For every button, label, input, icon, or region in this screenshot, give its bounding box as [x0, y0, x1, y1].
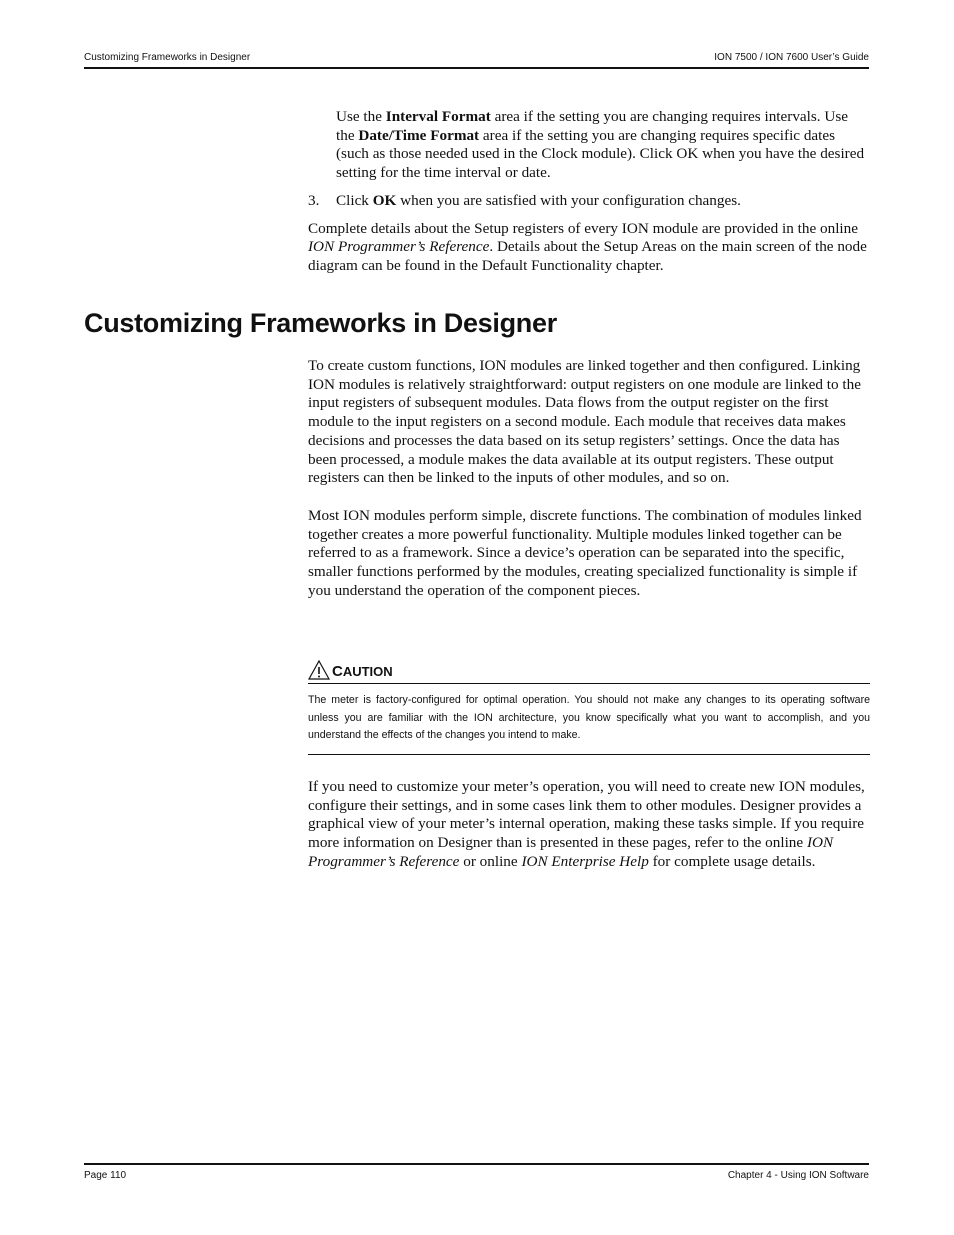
page-number: Page 110	[84, 1170, 127, 1181]
paragraph-custom-functions: To create custom functions, ION modules are linked together and then configured. Linking ION modules is relatively straightforward: output registers on one module are linked to the input registers of subsequent modules. Data flows from the output register on the first module to the input registers on a second module. Each module that receives data makes decisions and processes the data based on its setup registers’ settings. Once the data has been processed, a module makes the data available at its output registers. These output registers can then be linked to the inputs of other modules, and so on.	[308, 357, 861, 487]
page-header	[84, 52, 869, 69]
warning-triangle-icon	[308, 660, 330, 680]
customize-paragraph-block	[308, 778, 870, 872]
section-intro	[308, 357, 870, 600]
header-guide-title: ION 7500 / ION 7600 User’s Guide	[714, 52, 869, 63]
paragraph-frameworks: Most ION modules perform simple, discrete functions. The combination of modules linked together creates a more powerful functionality. Multiple modules linked together can be referred to as a framework. Since a device’s operation can be separated into the specific, smaller functions performed by the modules, creating specialized functionality is simple if you understand the operation of the component pieces.	[308, 506, 862, 599]
paragraph-customize: If you need to customize your meter’s operation, you will need to create new ION modules, configure their settings, and in some cases link them to other modules. Designer provides a graphical view of your meter’s internal operation, making these tasks simple. If you require more information on Designer than is presented in these pages, refer to the online ION Programmer’s Reference or online ION Enterprise Help for complete usage details.	[308, 778, 865, 870]
section-heading: Customizing Frameworks in Designer	[84, 308, 557, 338]
caution-text: The meter is factory-configured for optimal operation. You should not make any changes to its operating software unless you are familiar with the ION architecture, you know specifically what you want to accomplish, and you understand the effects of the changes you intend to make.	[308, 692, 870, 755]
interval-format-paragraph: Use the Interval Format area if the setting you are changing requires intervals. Use the Date/Time Format area if the setting you are changing requires specific dates (such as those needed used in the Clock module). Click OK when you have the desired setting for the time interval or date.	[336, 108, 865, 182]
page-footer	[84, 1163, 869, 1181]
setup-registers-paragraph: Complete details about the Setup registers of every ION module are provided in the online ION Programmer’s Reference. Details about the Setup Areas on the main screen of the node diagram can be found in the Default Functionality chapter.	[308, 219, 867, 274]
step-3	[308, 192, 870, 211]
top-block	[308, 108, 870, 276]
step-text: Click OK when you are satisfied with your configuration changes.	[336, 191, 741, 209]
step-number: 3.	[308, 191, 320, 209]
caution-heading	[308, 660, 870, 684]
header-section-title: Customizing Frameworks in Designer	[84, 52, 251, 63]
caution-label: CAUTION	[332, 663, 393, 680]
chapter-title: Chapter 4 - Using ION Software	[727, 1170, 869, 1181]
